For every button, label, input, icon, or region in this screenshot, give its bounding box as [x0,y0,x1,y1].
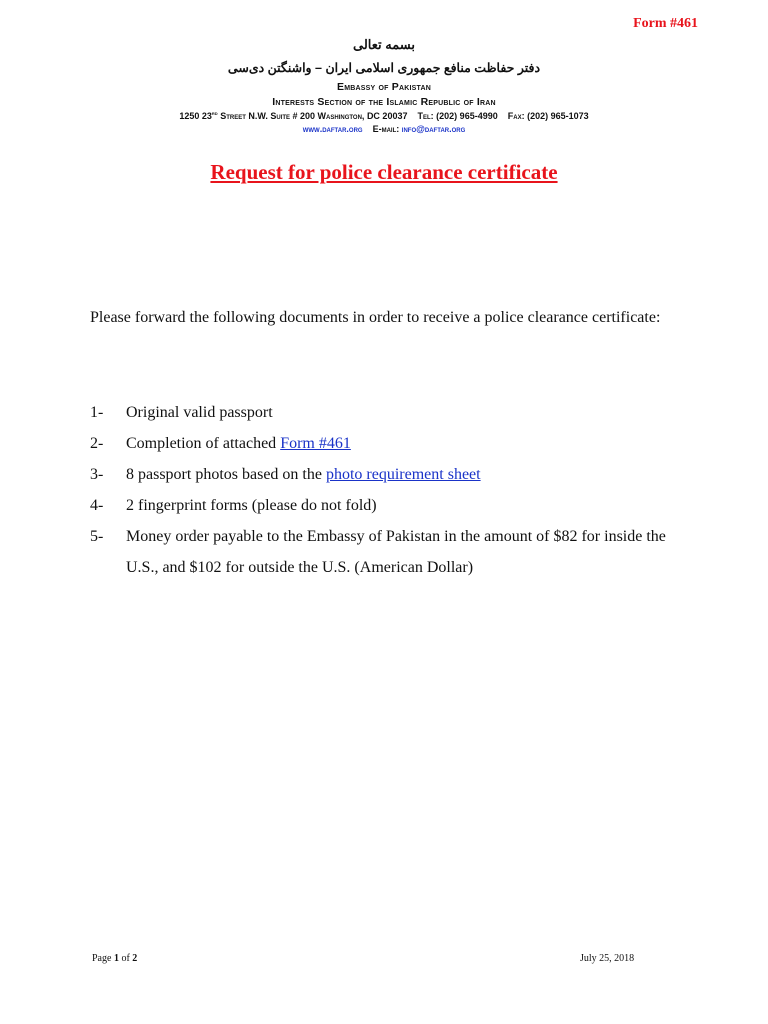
email-link[interactable]: info@daftar.org [401,124,466,134]
document-title: Request for police clearance certificate [210,160,558,184]
document-title-wrap [0,160,768,185]
farsi-office-name: دفتر حفاظت منافع جمهوری اسلامی ایران – واشنگتن دی‌سی [227,61,541,75]
web-contact-line [0,124,768,134]
photo-requirement-link[interactable]: photo requirement sheet [325,466,481,483]
list-item-text: Money order payable to the Embassy of Pakistan in the amount of $82 for inside the U.S., and $102 for outside the U.S. (American Dollar) [126,528,666,576]
list-item-text-wrap [126,428,686,459]
footer-date: July 25, 2018 [580,953,635,964]
tel-value: (202) 965-4990 [436,111,498,121]
fax-value: (202) 965-1073 [527,111,589,121]
street-number: 1250 23 [179,111,212,121]
list-item-number: 4- [90,497,104,514]
list-item-text: Original valid passport [126,404,273,421]
page-current: 1 [113,953,119,964]
list-item-text: 2 fingerprint forms (please do not fold) [126,497,377,514]
page-of: of [121,953,130,964]
page-total: 2 [132,953,138,964]
farsi-invocation: بسمه تعالی [353,37,415,52]
email-label: E-mail: [372,124,400,134]
form-number-label: Form #461 [633,16,698,31]
address-line [0,111,768,121]
list-item-number: 5- [90,528,104,545]
website-link[interactable]: www.daftar.org [302,124,363,134]
embassy-name: Embassy of Pakistan [337,81,431,93]
form-461-link[interactable]: Form #461 [280,435,351,452]
page-indicator [92,953,137,964]
page-label: Page [92,953,112,964]
list-item-number: 1- [90,404,104,421]
list-item-text: 8 passport photos based on the [126,466,326,483]
street-address: Street N.W. Suite # 200 Washington, DC 20037 [217,111,408,121]
intro-paragraph: Please forward the following documents in order to receive a police clearance certificate: [90,309,661,326]
list-item-number: 2- [90,435,104,452]
tel-label: Tel: [417,111,434,121]
list-item-text-wrap [126,459,686,490]
street-suffix: rd [211,111,218,117]
list-item-number: 3- [90,466,104,483]
list-item-text: Completion of attached [126,435,281,452]
interests-section-name: Interests Section of the Islamic Republic of Iran [272,96,496,108]
fax-label: Fax: [507,111,525,121]
